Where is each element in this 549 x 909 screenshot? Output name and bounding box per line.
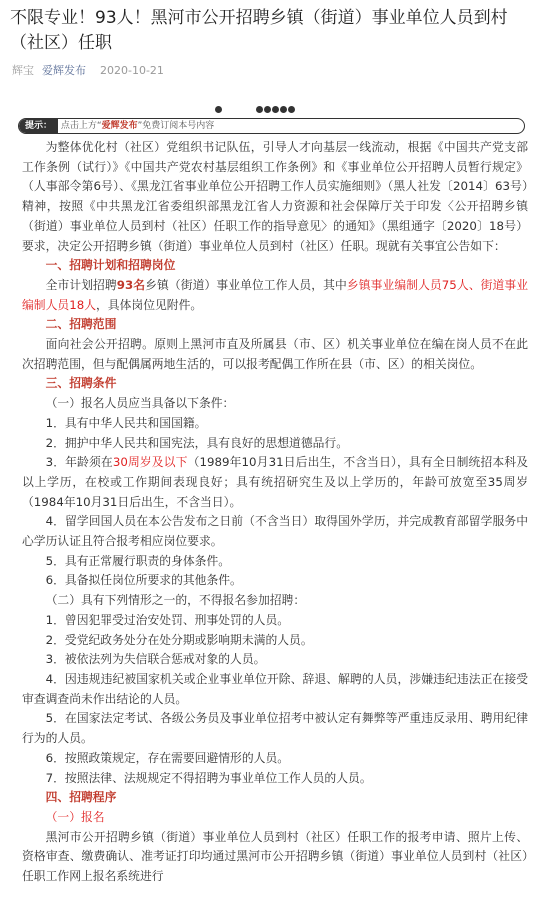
account-link[interactable]: 爱辉发布	[42, 64, 86, 77]
decorative-dots	[0, 104, 549, 116]
list-item: 5．具有正常履行职责的身体条件。	[45, 553, 231, 568]
dot-icon	[215, 106, 222, 113]
list-item: 4．留学回国人员在本公告发布之日前（不含当日）取得国外学历，并完成教育部留学服务中心学历认证且符合报考相应岗位要求。	[22, 514, 528, 549]
list-item: 5．在国家法定考试、各级公务员及事业单位招考中被认定有舞弊等严重违反录用、聘用纪律行为的人员。	[22, 711, 528, 746]
list-item: 6．具备拟任岗位所要求的其他条件。	[45, 573, 242, 588]
section-paragraph: 面向社会公开招聘。原则上黑河市直及所属县（市、区）机关事业单位在编在岗人员不在此次招聘范围，但与配偶属两地生活的，可以报考配偶工作所在县（市、区）的相关岗位。	[22, 337, 528, 371]
section-heading: 三、招聘条件	[45, 376, 117, 391]
list-item: 3．被依法列为失信联合惩戒对象的人员。	[45, 652, 266, 667]
list-item: 1．曾因犯罪受过治安处罚、刑事处罚的人员。	[45, 612, 290, 627]
dot-icon	[288, 106, 295, 113]
intro-paragraph: 为整体优化村（社区）党组织书记队伍，引导人才向基层一线流动，根据《中国共产党支部工作条例（试行）》《中国共产党农村基层组织工作条例》和《事业单位公开招聘人员暂行规定》（人事部令第6号）、《黑龙江省事业单位公开招聘工作人员实施细则》（黑人社发〔2014〕63号）精神，按照《中共黑龙江省委组织部黑龙江省人力资源和社会保障厅关于印发〈公开招聘乡镇（街道）事业单位人员到村（社区）任职工作的指导意见〉的通知》（黑组通字〔2020〕18号）要求，决定公开招聘乡镇（街道）事业单位人员到村（社区）任职。现就有关事宜公告如下：	[22, 140, 528, 253]
list-item: 7．按照法律、法规规定不得招聘为事业单位工作人员的人员。	[45, 770, 372, 785]
tip-account[interactable]: 爱辉发布	[101, 121, 138, 131]
subscribe-tip-bar	[18, 118, 525, 134]
list-item: 6．按照政策规定，存在需要回避情形的人员。	[45, 750, 290, 765]
publish-date: 2020-10-21	[100, 64, 164, 77]
article-title: 不限专业！93人！黑河市公开招聘乡镇（街道）事业单位人员到村（社区）任职	[10, 8, 508, 53]
section-heading: 一、招聘计划和招聘岗位	[45, 258, 176, 273]
tip-before: 点击上方“	[60, 121, 102, 131]
section-paragraph: 全市计划招聘93名乡镇（街道）事业单位工作人员，其中乡镇事业编制人员75人、街道事业编制人员18人，具体岗位见附件。	[22, 277, 528, 312]
dot-icon	[280, 106, 287, 113]
section-paragraph: 黑河市公开招聘乡镇（街道）事业单位人员到村（社区）任职工作的报考申请、照片上传、资格审查、缴费确认、准考证打印均通过黑河市公开招聘乡镇（街道）事业单位人员到村（社区）任职工作网上报名系统进行	[22, 829, 528, 884]
list-item: 1．具有中华人民共和国国籍。	[45, 415, 207, 430]
list-item: 2．受党纪政务处分在处分期或影响期未满的人员。	[45, 632, 313, 647]
dot-icon	[272, 106, 279, 113]
list-item: 4．因违规违纪被国家机关或企业事业单位开除、辞退、解聘的人员，涉嫌违纪违法正在接受审查调查尚未作出结论的人员。	[22, 671, 528, 706]
list-item: 2．拥护中华人民共和国宪法，具有良好的思想道德品行。	[45, 435, 349, 450]
article-body	[22, 138, 528, 887]
tip-after: ”免费订阅本号内容	[137, 121, 215, 131]
sub-heading: （一）报名	[45, 809, 105, 824]
article-meta	[0, 56, 549, 80]
tip-tag: 提示：	[19, 119, 58, 133]
section-heading: 二、招聘范围	[45, 317, 117, 332]
author-name: 辉宝	[12, 64, 34, 77]
sub-heading: （二）具有下列情形之一的，不得报名参加招聘：	[45, 593, 306, 608]
section-heading: 四、招聘程序	[45, 790, 117, 805]
dot-icon	[264, 106, 271, 113]
list-item: 3．年龄须在30周岁及以下（1989年10月31日后出生，不含当日），具有全日制统招本科及以上学历，在校或工作期间表现良好；具有统招研究生及以上学历的，年龄可放宽至35周岁（1984年10月31日后出生，不含当日）。	[22, 455, 528, 509]
sub-heading: （一）报名人员应当具备以下条件：	[45, 396, 235, 411]
dot-icon	[256, 106, 263, 113]
